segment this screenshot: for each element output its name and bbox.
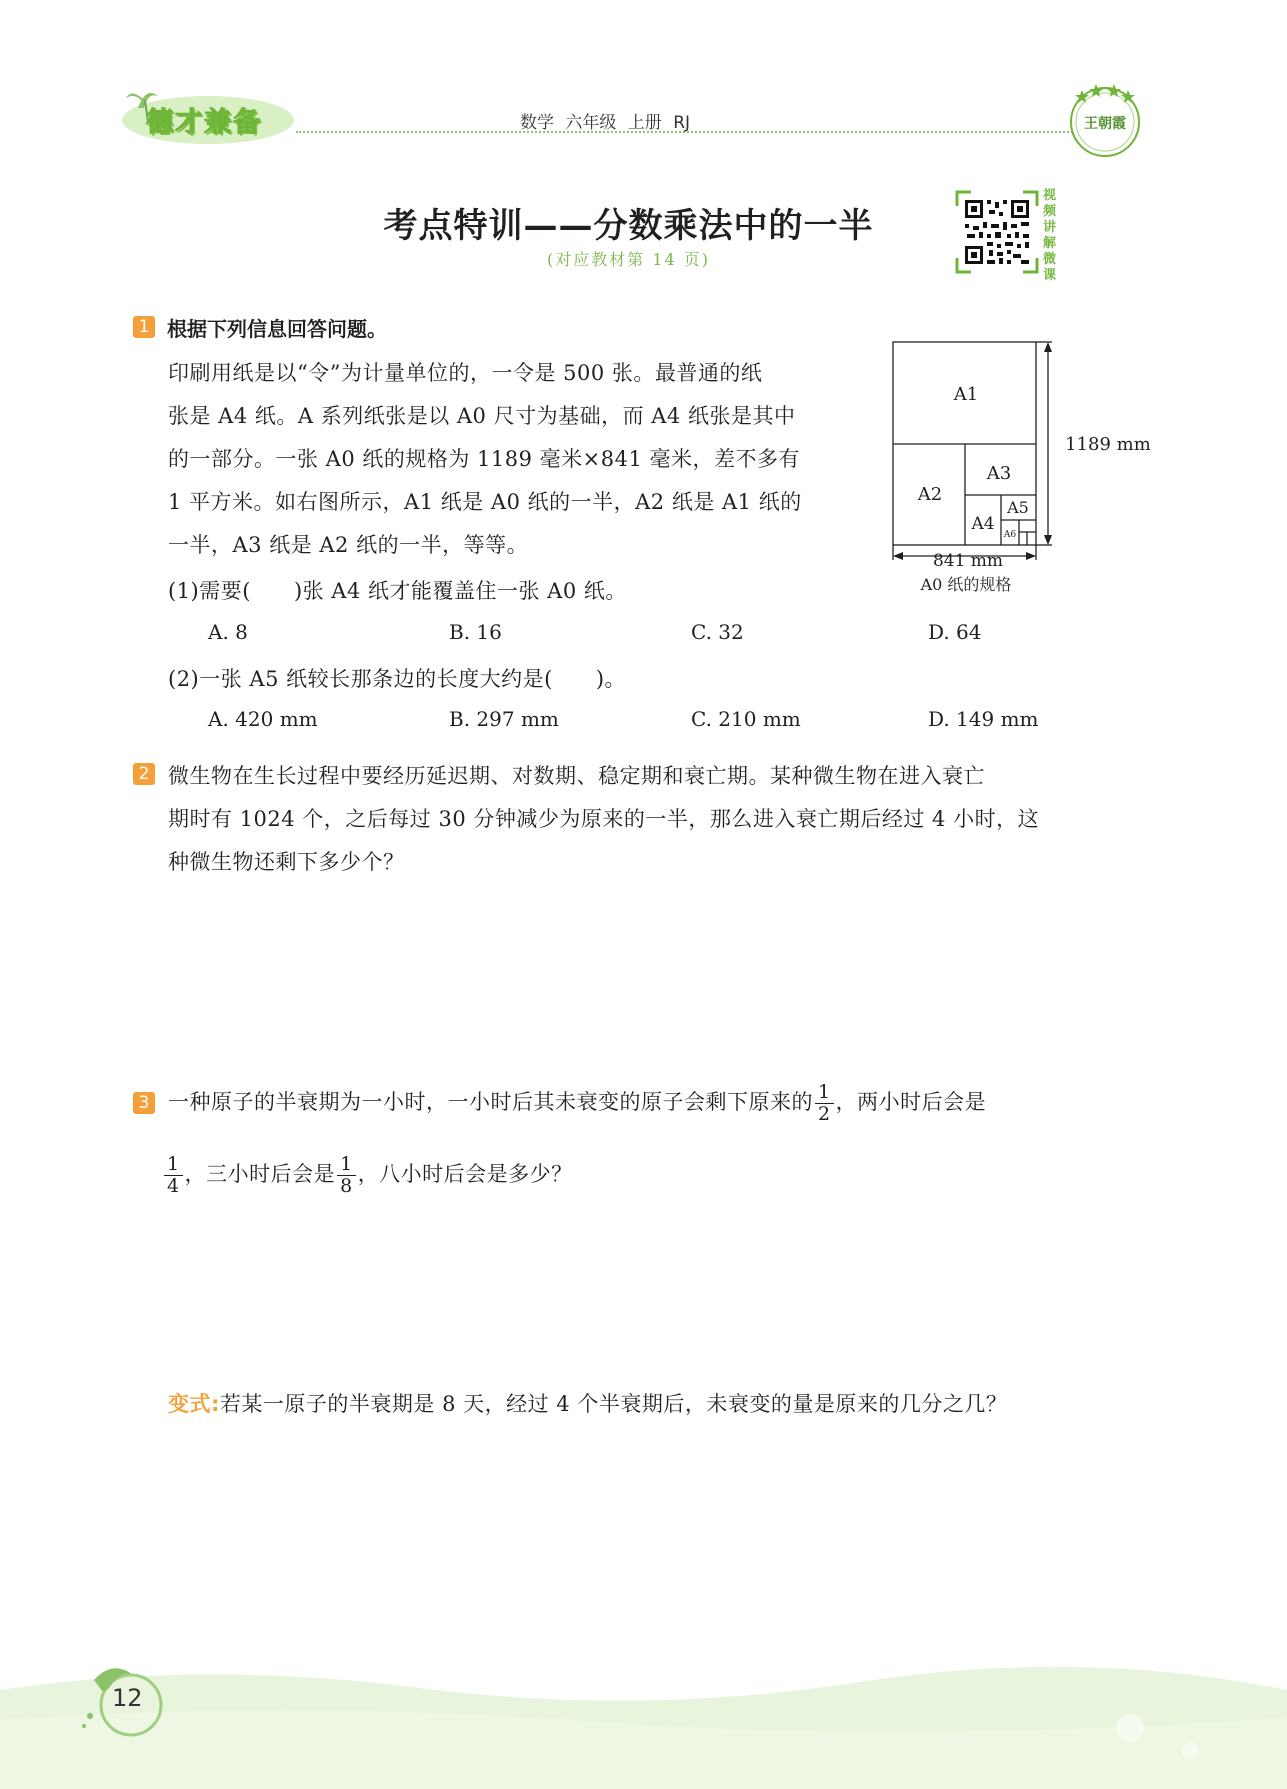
label-height: 1189 mm <box>1065 434 1151 455</box>
label-a6: A6 <box>1003 530 1017 540</box>
question-3-text: ，两小时后会是 <box>835 1090 987 1114</box>
question-number-2: 2 <box>133 763 155 785</box>
option-1d[interactable]: D. 64 <box>928 620 982 644</box>
label-a4: A4 <box>971 514 995 534</box>
question-1-text-line: 一半，A3 纸是 A2 纸的一半，等等。 <box>168 533 529 557</box>
label-width: 841 mm <box>932 551 1004 571</box>
page-subtitle: (对应教材第 14 页) <box>546 250 711 269</box>
footer-decoration <box>0 1660 1287 1789</box>
brand-name: 德才兼备 <box>146 107 262 138</box>
question-3-text: 一种原子的半衰期为一小时，一小时后其未衰变的原子会剩下原来的 <box>168 1090 813 1114</box>
option-1a[interactable]: A. 8 <box>208 620 248 644</box>
fraction-one-quarter: $\frac{1}{4}$ <box>164 1154 183 1197</box>
label-a1: A1 <box>953 384 979 405</box>
question-1-text-line: 张是 A4 纸。A 系列纸张是以 A0 尺寸为基础，而 A4 纸张是其中 <box>168 404 796 428</box>
question-3-line-2 <box>162 1142 573 1206</box>
option-2c[interactable]: C. 210 mm <box>691 707 801 731</box>
answer-area-variant[interactable] <box>168 1430 1128 1630</box>
answer-area-2[interactable] <box>168 885 1128 1065</box>
variant-question <box>168 1388 1007 1418</box>
option-2d[interactable]: D. 149 mm <box>928 707 1039 731</box>
variant-text: 若某一原子的半衰期是 8 天，经过 4 个半衰期后，未衰变的量是原来的几分之几？ <box>219 1392 1008 1416</box>
header-meta: 数学 六年级 上册 RJ <box>520 113 691 133</box>
question-1-text-line: 印刷用纸是以“令”为计量单位的，一令是 500 张。最普通的纸 <box>168 361 763 385</box>
answer-area-3[interactable] <box>168 1220 1128 1370</box>
option-2b[interactable]: B. 297 mm <box>449 707 559 731</box>
question-1-text-line: 1 平方米。如右图所示，A1 纸是 A0 纸的一半，A2 纸是 A1 纸的 <box>168 490 802 514</box>
label-a5: A5 <box>1007 498 1029 517</box>
qr-caption: 视频讲解微课 <box>1043 188 1057 283</box>
question-2-text-line: 种微生物还剩下多少个？ <box>168 850 405 874</box>
question-3-text: ，八小时后会是多少？ <box>357 1162 573 1186</box>
svg-text:王朝霞: 王朝霞 <box>1084 116 1126 132</box>
question-3-line-1 <box>168 1070 986 1134</box>
figure-caption: A0 纸的规格 <box>920 575 1012 594</box>
option-2a[interactable]: A. 420 mm <box>208 707 318 731</box>
question-1-text-line: 的一部分。一张 A0 纸的规格为 1189 毫米×841 毫米，差不多有 <box>168 447 801 471</box>
fraction-one-eighth: $\frac{1}{8}$ <box>337 1154 356 1197</box>
question-1-sub-1: (1)需要( )张 A4 纸才能覆盖住一张 A0 纸。 <box>168 579 627 603</box>
label-a3: A3 <box>986 463 1012 484</box>
label-a2: A2 <box>917 484 943 505</box>
page-title: 考点特训——分数乘法中的一半 <box>383 206 874 246</box>
question-2-text-line: 微生物在生长过程中要经历延迟期、对数期、稳定期和衰亡期。某种微生物在进入衰亡 <box>168 764 985 788</box>
option-1b[interactable]: B. 16 <box>449 620 502 644</box>
question-number-1: 1 <box>133 316 155 338</box>
variant-label: 变式: <box>168 1392 220 1416</box>
qr-code[interactable] <box>955 190 1039 274</box>
paper-size-figure <box>880 334 1151 600</box>
question-1-heading: 根据下列信息回答问题。 <box>167 317 387 341</box>
question-number-3: 3 <box>133 1092 155 1114</box>
fraction-one-half: $\frac{1}{2}$ <box>815 1082 834 1125</box>
option-1c[interactable]: C. 32 <box>691 620 744 644</box>
page-number: 12 <box>112 1684 143 1712</box>
question-3-text: ，三小时后会是 <box>184 1162 336 1186</box>
publisher-badge <box>1064 78 1146 160</box>
question-2-text-line: 期时有 1024 个，之后每过 30 分钟减少为原来的一半，那么进入衰亡期后经过 4 小时，这 <box>168 807 1040 831</box>
question-1-sub-2: (2)一张 A5 纸较长那条边的长度大约是( )。 <box>168 667 627 691</box>
